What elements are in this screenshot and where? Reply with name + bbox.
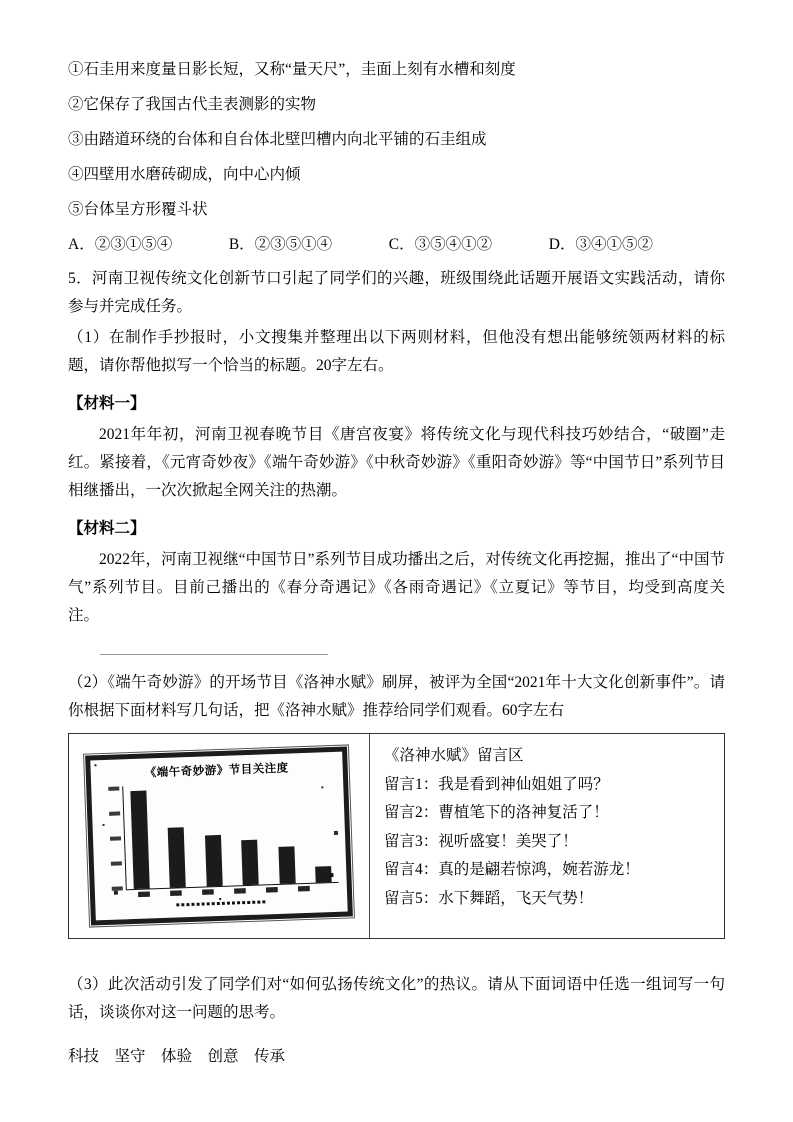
comment-1: 留言1：我是看到神仙姐姐了吗？ (384, 775, 609, 793)
comment-box-title: 《洛神水赋》留言区 (384, 747, 524, 764)
bar (241, 839, 259, 885)
chart-cell (69, 734, 370, 938)
question5-part2: （2）《端午奇妙游》的开场节目《洛神水赋》刷屏，被评为全国“2021年十大文化创新事件”。请你根据下面材料写几句话，把《洛神水赋》推荐给同学们观看。60字左右 (68, 674, 725, 719)
bar-column (167, 784, 187, 887)
question5-part1: （1）在制作手抄报时，小文搜集并整理出以下两则材料，但他没有想出能够统领两材料的标题，请你帮他拟写一个恰当的标题。20字左右。 (68, 329, 725, 374)
x-axis-label: ███ (298, 885, 310, 893)
material2-text: 2022年，河南卫视继“中国节日”系列节目成功播出之后，对传统文化再挖掘，推出了“中国节气”系列节目。目前己播出的《春分奇遇记》《各雨奇遇记》《立夏记》等节目，均受到高度关注。 (68, 551, 725, 624)
comment-3: 留言3：视听盛宴！美哭了！ (384, 832, 578, 850)
sequence-item-1: ①石圭用来度量日影长短，又称“量天尺”，圭面上刻有水槽和刻度 (68, 61, 516, 78)
x-axis-label: ███ (266, 886, 278, 894)
y-axis-tick (109, 811, 120, 815)
sequence-item-5: ⑤台体呈方形覆斗状 (68, 201, 208, 218)
x-axis-label: ███ (202, 889, 214, 896)
bar-column (239, 782, 259, 885)
x-axis-label: ███ (138, 891, 150, 898)
material-table (68, 733, 725, 939)
question5-part3: （3）此次活动引发了同学们对“如何弘扬传统文化”的热议。请从下面词语中任选一组词写一句话，谈谈你对这一问题的思考。 (68, 976, 725, 1021)
chart-y-axis (99, 786, 127, 891)
bar (130, 791, 149, 889)
option-c: C．③⑤④①② (388, 236, 493, 253)
comment-5: 留言5：水下舞蹈，飞天气势！ (384, 889, 594, 907)
sequence-item-3: ③由踏道环绕的台体和自台体北壁凹槽内向北平铺的石圭组成 (68, 131, 487, 148)
bar (205, 834, 223, 886)
choice-options-row (68, 227, 725, 262)
option-d: D．③④①⑤② (548, 236, 653, 253)
bar (278, 846, 295, 884)
x-axis-label: ███ (170, 890, 182, 897)
answer-blank-line (100, 654, 328, 655)
x-axis-label: ███ (234, 888, 246, 895)
sequence-item-4: ④四壁用水磨砖砌成，向中心内倾 (68, 166, 301, 183)
chart-plot-area (99, 779, 338, 891)
material2-label: 【材料二】 (68, 520, 146, 537)
bar (315, 866, 332, 883)
chart-title: 《端午奇妙游》节目关注度 (144, 760, 289, 780)
question5-stem: 5．河南卫视传统文化创新节口引起了同学们的兴趣，班级围绕此话题开展语文实践活动，请你参与并完成任务。 (68, 270, 725, 315)
y-axis-tick (108, 786, 119, 790)
bar-group (123, 779, 339, 890)
comments-cell (370, 734, 724, 938)
scanned-bar-chart (85, 746, 353, 925)
bar-column (276, 780, 296, 883)
comment-2: 留言2：曹植笔下的洛神复活了！ (384, 804, 609, 821)
y-axis-tick (111, 861, 122, 865)
bar (168, 827, 186, 887)
word-bank: 科技 坚守 体验 创意 传承 (68, 1048, 286, 1065)
option-a: A．②③①⑤④ (68, 236, 173, 253)
sequence-item-2: ②它保存了我国古代圭表测影的实物 (68, 96, 317, 113)
option-b: B．②③⑤①④ (228, 236, 333, 253)
chart-caption: ▪▪▪▪▪▪▪▪▪▪▪▪▪▪▪▪▪▪ (175, 898, 268, 909)
comment-4: 留言4：真的是翩若惊鸿，婉若游龙！ (384, 861, 640, 878)
y-axis-tick (112, 886, 123, 890)
scan-noise (94, 764, 96, 766)
bar-column (130, 786, 150, 889)
y-axis-tick (110, 836, 121, 840)
bar-column (312, 779, 332, 882)
material1-text: 2021年年初，河南卫视春晚节目《唐宫夜宴》将传统文化与现代科技巧妙结合，“破圈”走红。紧接着，《元宵奇妙夜》《端午奇妙游》《中秋奇妙游》《重阳奇妙游》等“中国节日”系列节目相继播出，一次次掀起全网关注的热潮。 (68, 426, 725, 499)
material1-label: 【材料一】 (68, 395, 146, 412)
bar-column (203, 783, 223, 886)
